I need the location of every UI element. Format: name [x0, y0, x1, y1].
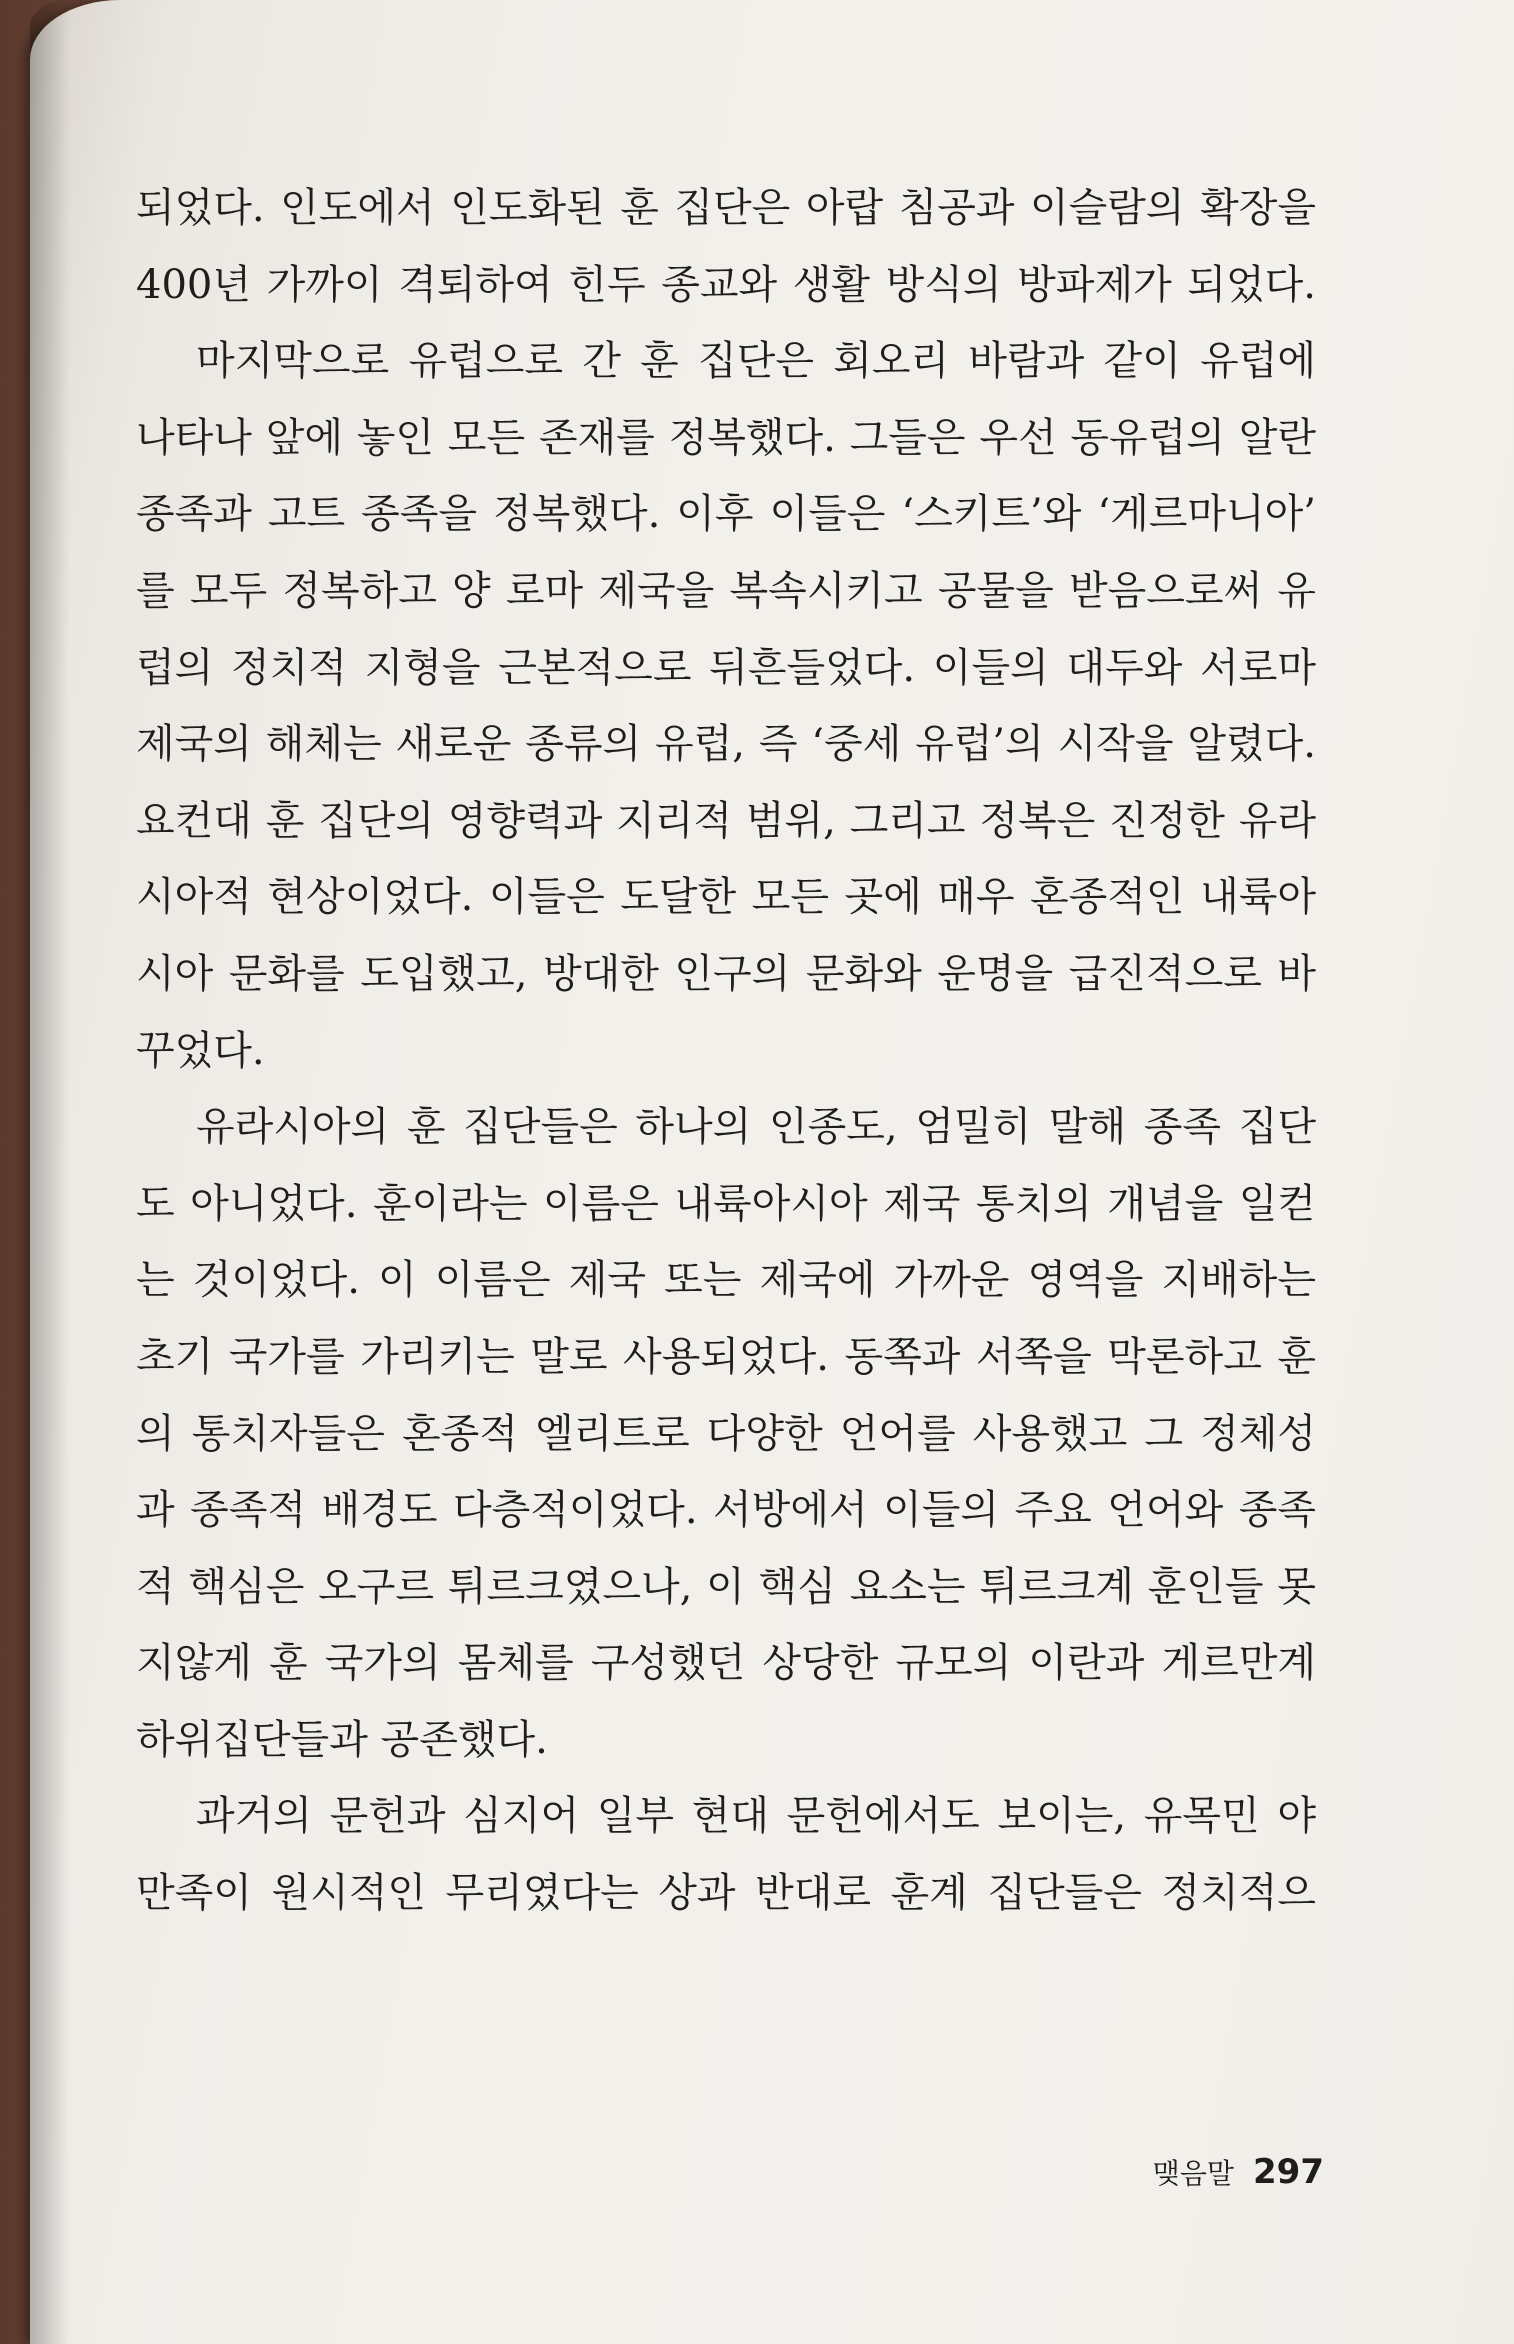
- text-line-4: 나타나 앞에 놓인 모든 존재를 정복했다. 그들은 우선 동유럽의 알란: [136, 414, 1316, 461]
- text-line-10: 시아적 현상이었다. 이들은 도달한 모든 곳에 매우 혼종적인 내륙아: [136, 874, 1316, 921]
- text-line-18: 과 종족적 배경도 다층적이었다. 서방에서 이들의 주요 언어와 종족: [136, 1487, 1316, 1534]
- text-line-5: 종족과 고트 종족을 정복했다. 이후 이들은 ‘스키트’와 ‘게르마니아’: [136, 491, 1316, 538]
- text-line-13: 유라시아의 훈 집단들은 하나의 인종도, 엄밀히 말해 종족 집단: [196, 1104, 1316, 1151]
- text-line-16: 초기 국가를 가리키는 말로 사용되었다. 동쪽과 서쪽을 막론하고 훈: [136, 1333, 1316, 1380]
- text-line-2: 400년 가까이 격퇴하여 힌두 종교와 생활 방식의 방파제가 되었다.: [136, 261, 1316, 308]
- text-line-1: 되었다. 인도에서 인도화된 훈 집단은 아랍 침공과 이슬람의 확장을: [136, 185, 1316, 231]
- running-section-title: 맺음말: [1152, 2157, 1234, 2190]
- text-line-15: 는 것이었다. 이 이름은 제국 또는 제국에 가까운 영역을 지배하는: [136, 1257, 1316, 1304]
- text-line-9: 요컨대 훈 집단의 영향력과 지리적 범위, 그리고 정복은 진정한 유라: [136, 797, 1316, 844]
- text-line-8: 제국의 해체는 새로운 종류의 유럽, 즉 ‘중세 유럽’의 시작을 알렸다.: [136, 721, 1316, 768]
- text-line-19: 적 핵심은 오구르 튀르크였으나, 이 핵심 요소는 튀르크계 훈인들 못: [136, 1563, 1316, 1610]
- text-line-17: 의 통치자들은 혼종적 엘리트로 다양한 언어를 사용했고 그 정체성: [136, 1410, 1316, 1457]
- text-line-14: 도 아니었다. 훈이라는 이름은 내륙아시아 제국 통치의 개념을 일컫: [136, 1180, 1316, 1227]
- text-line-12: 꾸었다.: [136, 1027, 265, 1074]
- text-line-23: 만족이 원시적인 무리였다는 상과 반대로 훈계 집단들은 정치적으: [136, 1870, 1316, 1917]
- text-line-3: 마지막으로 유럽으로 간 훈 집단은 회오리 바람과 같이 유럽에: [196, 338, 1316, 385]
- text-line-20: 지않게 훈 국가의 몸체를 구성했던 상당한 규모의 이란과 게르만계: [136, 1640, 1316, 1687]
- text-line-21: 하위집단들과 공존했다.: [136, 1716, 548, 1763]
- text-line-7: 럽의 정치적 지형을 근본적으로 뒤흔들었다. 이들의 대두와 서로마: [136, 644, 1316, 691]
- text-line-22: 과거의 문헌과 심지어 일부 현대 문헌에서도 보이는, 유목민 야: [196, 1793, 1316, 1840]
- page-footer: [1153, 2152, 1324, 2192]
- text-line-6: 를 모두 정복하고 양 로마 제국을 복속시키고 공물을 받음으로써 유: [136, 567, 1316, 614]
- text-line-11: 시아 문화를 도입했고, 방대한 인구의 문화와 운명을 급진적으로 바: [136, 950, 1316, 997]
- body-text: [136, 170, 1316, 1932]
- page-number: 297: [1253, 2152, 1324, 2192]
